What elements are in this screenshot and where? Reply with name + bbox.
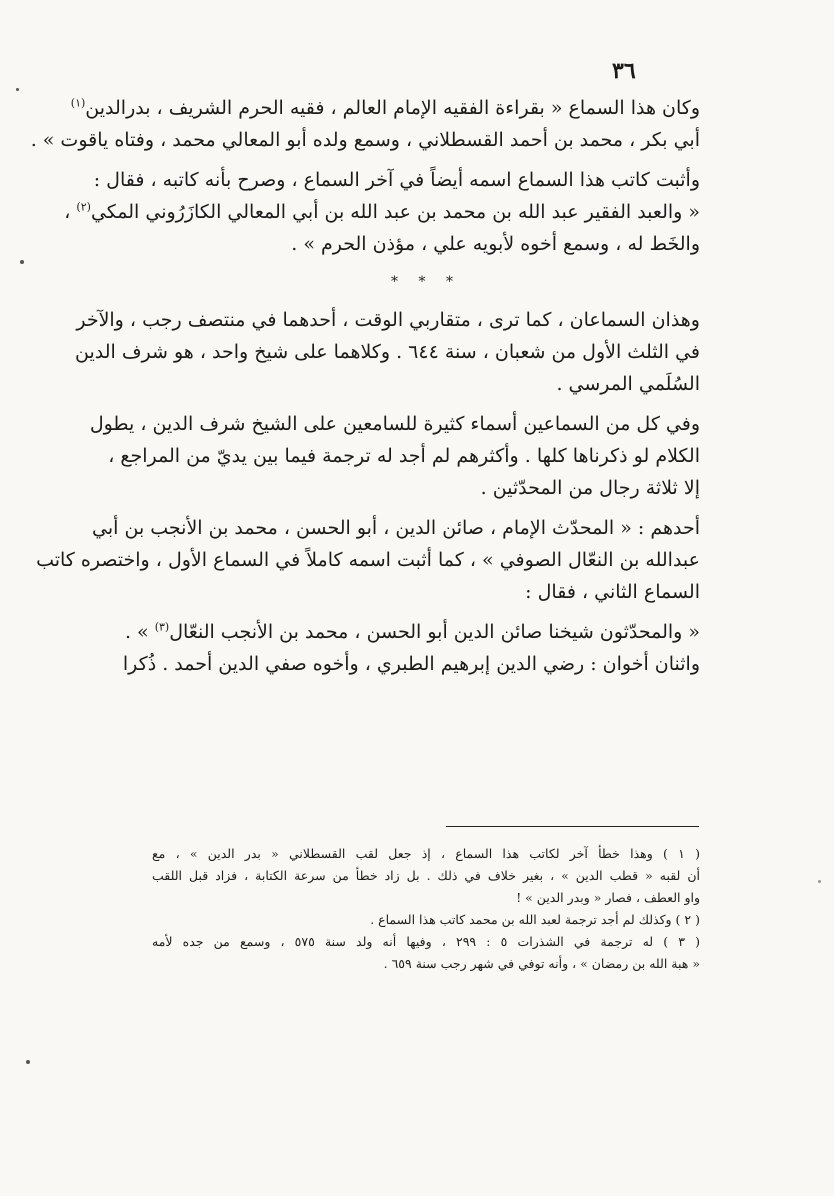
text-line: « والمحدّثون شيخنا صائن الدين أبو الحسن ، محمد بن الأنجب النعّال$^{(٣)}$ » . [124, 620, 700, 643]
footnote-line: ( ٣ ) له ترجمة في الشذرات ٥ : ٢٩٩ ، وفيها أنه ولد سنة ٥٧٥ ، وسمع من جده لأمه [152, 934, 700, 949]
footnote-ref[interactable]: (٢) [76, 200, 91, 214]
text-line: وكان هذا السماع « بقراءة الفقيه الإمام العالم ، فقيه الحرم الشريف ، بدرالدين$^{(١)}$ [70, 96, 700, 119]
footnote-line: « هبة الله بن رمضان » ، وأنه توفي في شهر رجب سنة ٦٥٩ . [383, 956, 700, 971]
scan-speck [818, 880, 821, 883]
page-number: ٣٦ [612, 58, 636, 84]
footnotes [152, 843, 700, 975]
text-line: والخَط له ، وسمع أخوه لأبويه علي ، مؤذن الحرم » . [291, 233, 700, 255]
text-line: إلا ثلاثة رجال من المحدّثين . [480, 477, 700, 499]
text-line: واثنان أخوان : رضي الدين إبرهيم الطبري ، وأخوه صفي الدين أحمد . ذُكرا [122, 653, 700, 675]
footnote-ref[interactable]: (٣) [154, 620, 170, 634]
text-line: وأثبت كاتب هذا السماع اسمه أيضاً في آخر السماع ، وصرح بأنه كاتبه ، فقال : [93, 169, 700, 191]
section-separator: * * * [391, 274, 461, 290]
main-text [30, 92, 700, 680]
text-line: أحدهم : « المحدّث الإمام ، صائن الدين ، أبو الحسن ، محمد بن الأنجب بن أبي [92, 517, 700, 539]
text-line: أبي بكر ، محمد بن أحمد القسطلاني ، وسمع ولده أبو المعالي محمد ، وفتاه ياقوت » . [30, 129, 700, 151]
text-line: السماع الثاني ، فقال : [525, 581, 700, 603]
footnote-ref[interactable]: (١) [70, 96, 86, 110]
text-line: الكلام لو ذكرناها كلها . وأكثرهم لم أجد له ترجمة فيما بين يديّ من المراجع ، [108, 445, 700, 467]
scan-speck [16, 88, 19, 91]
footnote-line: ( ١ ) وهذا خطأ آخر لكاتب هذا السماع ، إذ جعل لقب القسطلاني « بدر الدين » ، مع [152, 846, 700, 861]
text-line: عبدالله بن النعّال الصوفي » ، كما أثبت اسمه كاملاً في السماع الأول ، واختصره كاتب [36, 549, 700, 571]
text-line: وفي كل من السماعين أسماء كثيرة للسامعين على الشيخ شرف الدين ، يطول [89, 413, 700, 435]
footnote-line: أن لقبه « قطب الدين » ، بغير خلاف في ذلك . بل زاد خطأ من سرعة الكتابة ، فزاد قبل اللقب [152, 868, 700, 883]
footnote-divider [446, 826, 699, 827]
text-line: السُلَمي المرسي . [556, 373, 700, 395]
scan-speck [20, 260, 24, 264]
text-line: وهذان السماعان ، كما ترى ، متقاربي الوقت ، أحدهما في منتصف رجب ، والآخر [76, 309, 700, 331]
footnote-line: واو العطف ، فصار « وبدر الدين » ! [516, 890, 700, 905]
scan-speck [26, 1060, 30, 1064]
footnote-line: ( ٢ ) وكذلك لم أجد ترجمة لعبد الله بن محمد كاتب هذا السماع . [370, 912, 700, 927]
text-line: « والعبد الفقير عبد الله بن محمد بن عبد الله بن أبي المعالي الكازَرُوني المكي$^{(٢)}$ ، [64, 200, 700, 223]
text-line: في الثلث الأول من شعبان ، سنة ٦٤٤ . وكلاهما على شيخ واحد ، هو شرف الدين [74, 341, 700, 363]
